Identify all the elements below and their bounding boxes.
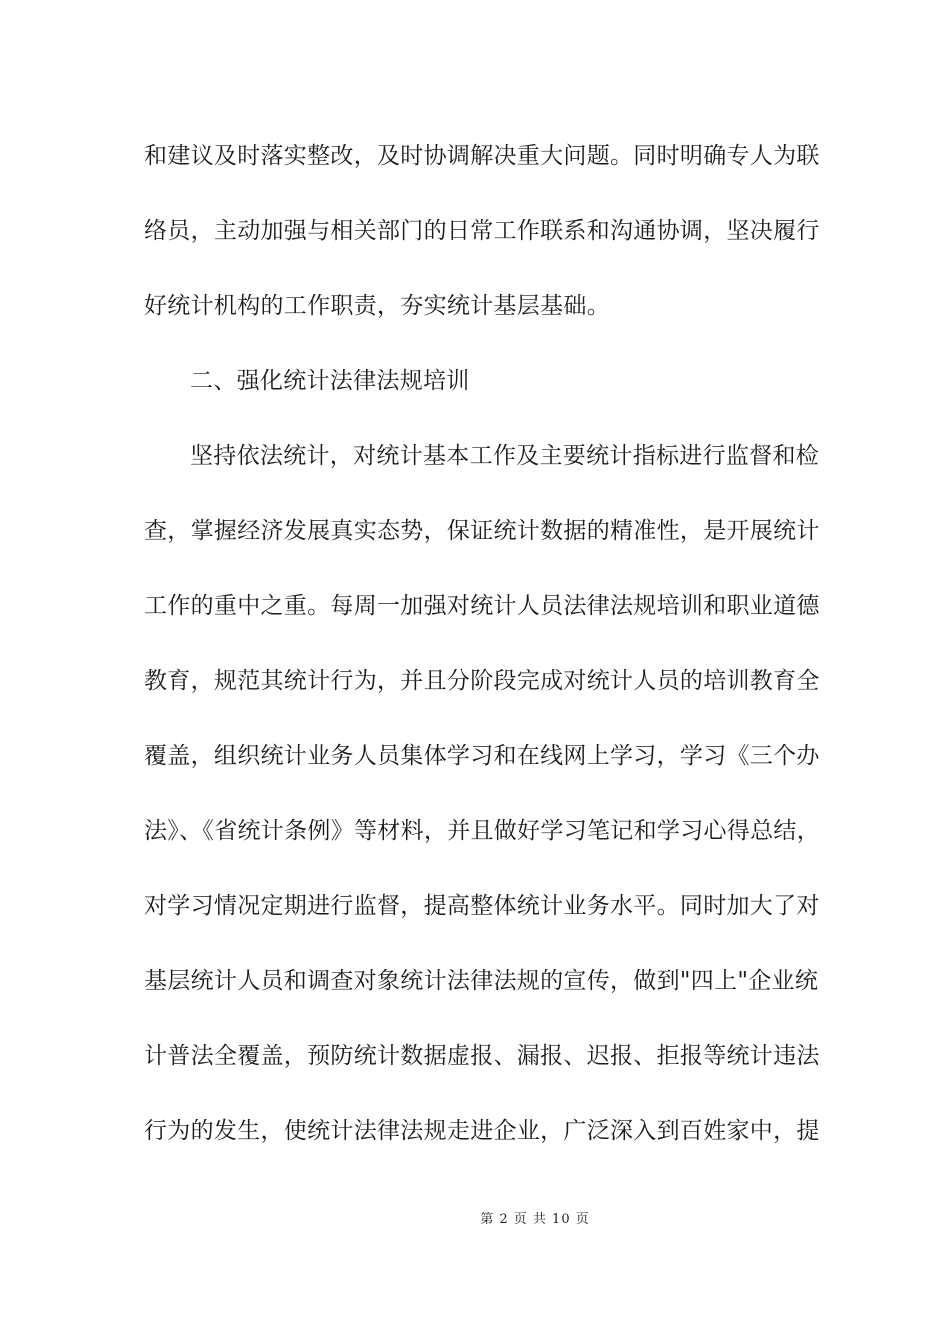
text-line: 对学习情况定期进行监督，提高整体统计业务水平。同时加大了对 [144, 893, 820, 919]
text-line: 教育，规范其统计行为，并且分阶段完成对统计人员的培训教育全 [144, 668, 820, 694]
text-line: 查，掌握经济发展真实态势，保证统计数据的精准性，是开展统计 [144, 518, 820, 544]
text-line: 坚持依法统计，对统计基本工作及主要统计指标进行监督和检 [190, 443, 820, 469]
text-line: 行为的发生，使统计法律法规走进企业，广泛深入到百姓家中，提 [144, 1118, 820, 1144]
section-heading: 二、强化统计法律法规培训 [190, 368, 470, 394]
page-number-footer: 第 2 页 共 10 页 [480, 1212, 590, 1227]
text-line: 好统计机构的工作职责，夯实统计基层基础。 [144, 293, 610, 319]
text-line: 基层统计人员和调查对象统计法律法规的宣传，做到"四上"企业统 [144, 968, 819, 994]
document-body [144, 130, 834, 1180]
text-line: 法》、《省统计条例》等材料，并且做好学习笔记和学习心得总结， [144, 818, 820, 844]
text-line: 和建议及时落实整改，及时协调解决重大问题。同时明确专人为联 [144, 143, 820, 169]
text-line: 计普法全覆盖，预防统计数据虚报、漏报、迟报、拒报等统计违法 [144, 1043, 820, 1069]
text-line: 络员，主动加强与相关部门的日常工作联系和沟通协调，坚决履行 [144, 218, 820, 244]
text-line: 工作的重中之重。每周一加强对统计人员法律法规培训和职业道德 [144, 593, 820, 619]
text-line: 覆盖，组织统计业务人员集体学习和在线网上学习，学习《三个办 [144, 743, 820, 769]
